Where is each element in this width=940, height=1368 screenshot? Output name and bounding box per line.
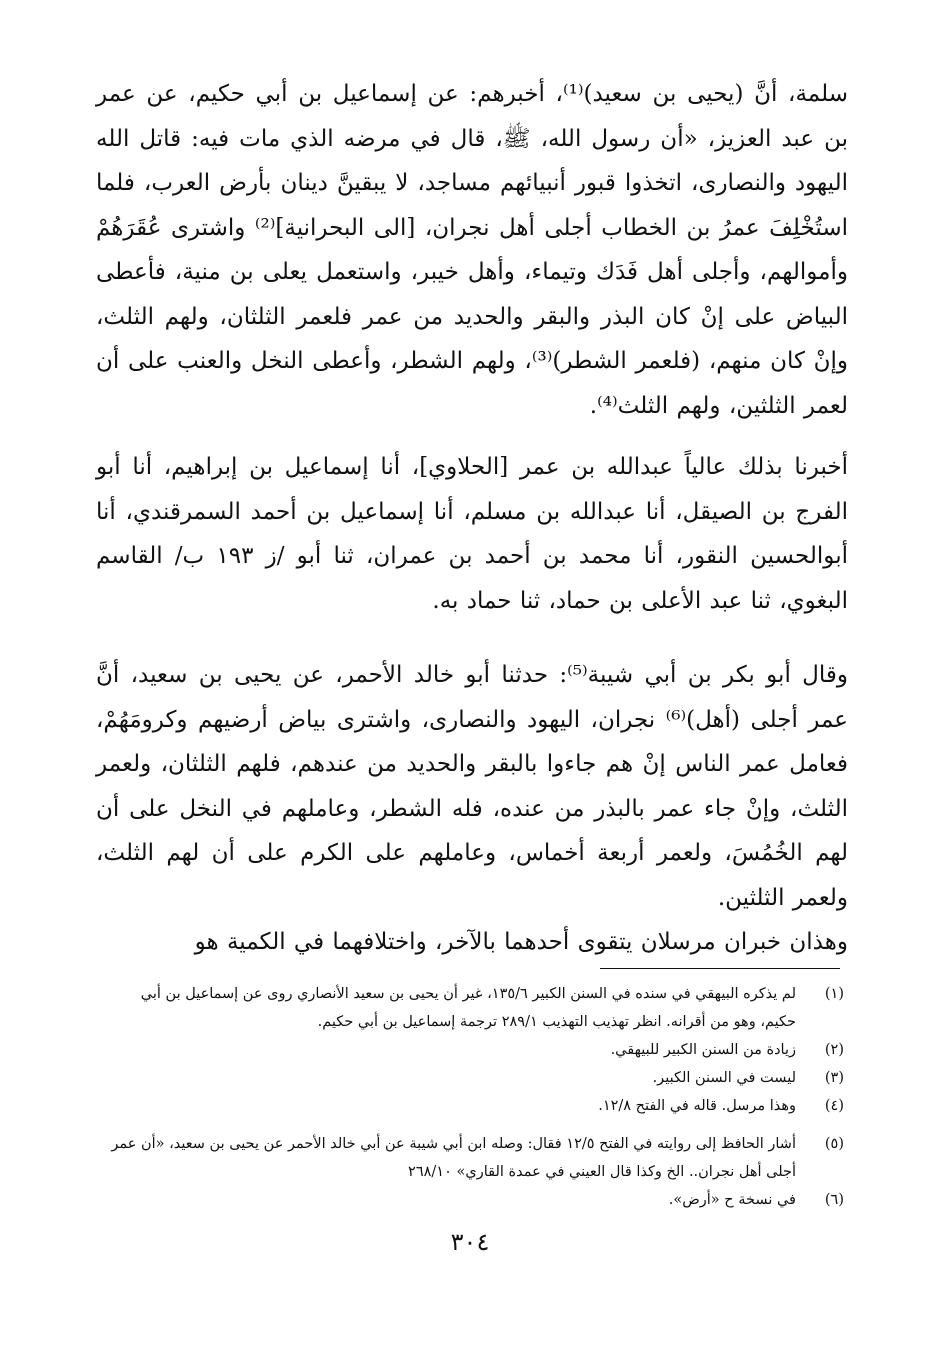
footnote-text: في نسخة ح «أرض».	[668, 1192, 796, 1208]
paragraph-ibn-abi-shaybah: وقال أبو بكر بن أبي شيبة⁽⁵⁾: حدثنا أبو خالد الأحمر، عن يحيى بن سعيد، أنَّ عمر أجلى (أهل)⁽⁶⁾ نجران، اليهود والنصارى، واشترى بياض أرضيهم وكرومَهُمْ، فعامل عمر الناس إنْ هم جاءوا بالبقر والحديد من عندهم، فلهم الثلثان، ولعمر الثلث، وإنْ جاء عمر بالبذر من عنده، فله الشطر، وعاملهم في النخل على أن لهم الخُمُسَ، ولعمر أربعة أخماس، وعاملهم على الكرم على أن لهم الثلث، ولعمر الثلثين.	[96, 662, 849, 911]
footnote-4	[104, 1092, 844, 1120]
footnote-2	[104, 1036, 844, 1064]
main-text	[96, 72, 848, 965]
page-number: ٣٠٤	[450, 1228, 490, 1256]
footnote-text: وهذا مرسل. قاله في الفتح ١٢/٨.	[598, 1098, 796, 1114]
footnote-separator	[600, 968, 840, 969]
footnote-number: (٦)	[824, 1192, 844, 1208]
paragraph-hadith-umar: سلمة، أنَّ (يحيى بن سعيد)⁽¹⁾، أخبرهم: عن إسماعيل بن أبي حكيم، عن عمر بن عبد العزيز، «أن رسول الله، ﷺ، قال في مرضه الذي مات فيه: قاتل الله اليهود والنصارى، اتخذوا قبور أنبيائهم مساجد، لا يبقينَّ دينان بأرض العرب، فلما استُخْلِفَ عمرُ بن الخطاب أجلى أهل نجران، [الى البحرانية]⁽²⁾ واشترى عُقَرَهُمْ وأموالهم، وأجلى أهل فَدَك وتيماء، وأهل خيبر، واستعمل يعلى بن منية، فأعطى البياض على إنْ كان البذر والبقر والحديد من عمر فلعمر الثلثان، ولهم الثلث، وإنْ كان منهم، (فلعمر الشطر)⁽³⁾، ولهم الشطر، وأعطى النخل والعنب على أن لعمر الثلثين، ولهم الثلث⁽⁴⁾.	[96, 81, 848, 419]
footnote-1	[104, 980, 844, 1036]
paragraph-conclusion: وهذان خبران مرسلان يتقوى أحدهما بالآخر، واختلافهما في الكمية هو	[194, 929, 848, 955]
footnote-text: زيادة من السنن الكبير للبيهقي.	[610, 1042, 796, 1058]
footnote-text: ليست في السنن الكبير.	[652, 1070, 796, 1086]
footnote-number: (٣)	[824, 1070, 844, 1086]
paragraph-isnad: أخبرنا بذلك عالياً عبدالله بن عمر [الحلاوي]، أنا إسماعيل بن إبراهيم، أنا أبو الفرج بن الصيقل، أنا عبدالله بن مسلم، أنا إسماعيل بن أحمد السمرقندي، أنا أبوالحسين النقور، أنا محمد بن أحمد بن عمران، ثنا أبو /ز ١٩٣ ب/ القاسم البغوي، ثنا عبد الأعلى بن حماد، ثنا حماد به.	[96, 454, 848, 614]
footnote-3	[104, 1064, 844, 1092]
footnotes	[104, 980, 844, 1214]
footnote-number: (١)	[824, 986, 844, 1002]
footnote-number: (٢)	[824, 1042, 844, 1058]
footnote-text: لم يذكره البيهقي في سنده في السنن الكبير ١٣٥/٦، غير أن يحيى بن سعيد الأنصاري روى عن إسماعيل بن أبي حكيم، وهو من أقرانه. انظر تهذيب التهذيب ٢٨٩/١ ترجمة إسماعيل بن أبي حكيم.	[140, 986, 796, 1030]
footnote-number: (٤)	[824, 1098, 844, 1114]
footnote-text: أشار الحافظ إلى روايته في الفتح ١٢/٥ فقال: وصله ابن أبي شيبة عن أبي خالد الأحمر عن يحيى بن سعيد، «أن عمر أجلى أهل نجران.. الخ وكذا قال العيني في عمدة القاري» ٢٦٨/١٠	[111, 1136, 796, 1180]
footnote-6	[104, 1186, 844, 1214]
footnote-number: (٥)	[824, 1136, 844, 1152]
footnote-5	[104, 1130, 844, 1186]
